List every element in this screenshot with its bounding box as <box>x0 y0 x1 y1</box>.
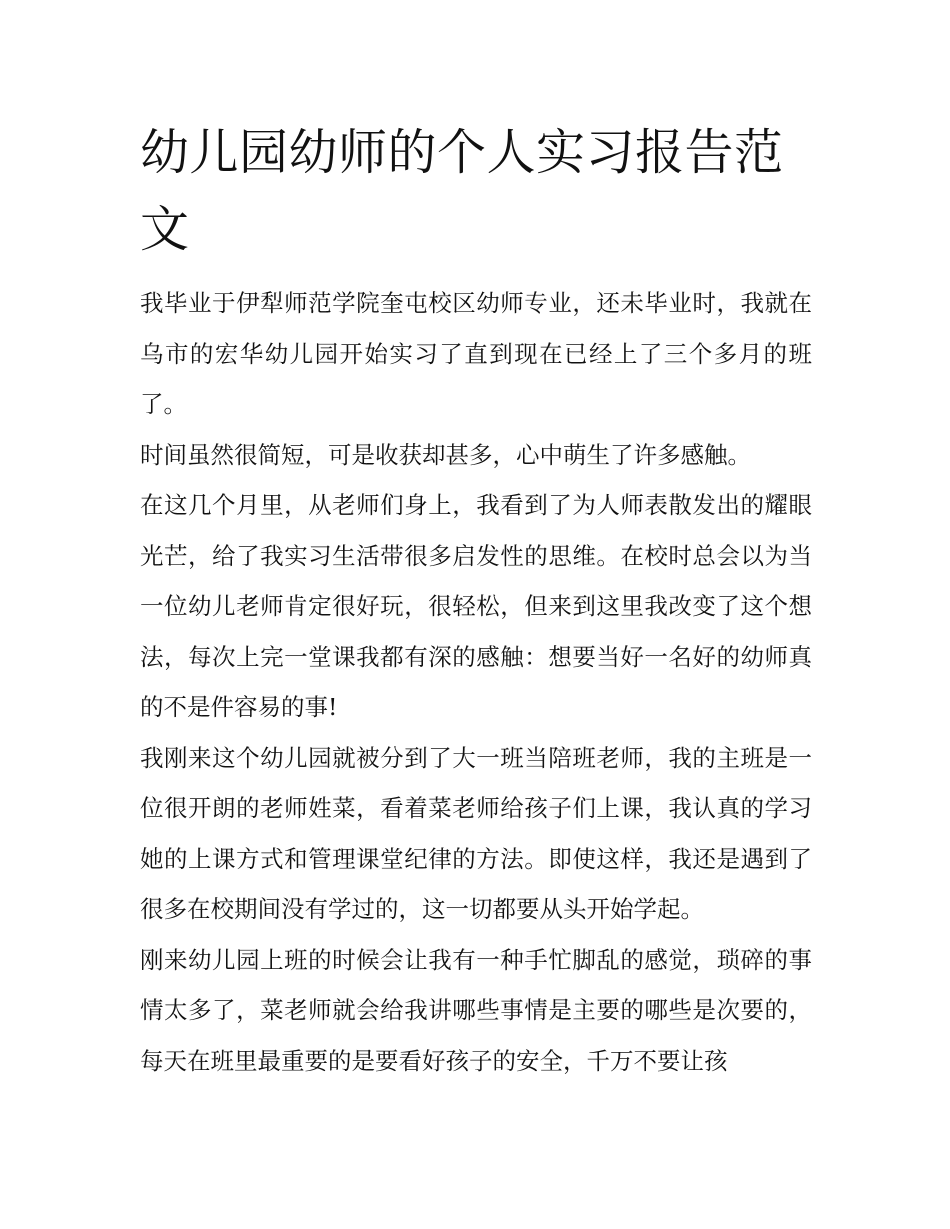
paragraph-1: 我毕业于伊犁师范学院奎屯校区幼师专业，还未毕业时，我就在乌市的宏华幼儿园开始实习了直到现在已经上了三个多月的班了。 <box>140 289 812 418</box>
paragraph-5: 刚来幼儿园上班的时候会让我有一种手忙脚乱的感觉，琐碎的事情太多了，菜老师就会给我讲哪些事情是主要的哪些是次要的，每天在班里最重要的是要看好孩子的安全，千万不要让孩 <box>140 945 812 1075</box>
paragraph-4: 我刚来这个幼儿园就被分到了大一班当陪班老师，我的主班是一位很开朗的老师姓菜，看着菜老师给孩子们上课，我认真的学习她的上课方式和管理课堂纪律的方法。即使这样，我还是遇到了很多在校期间没有学过的，这一切都要从头开始学起。 <box>140 743 812 923</box>
paragraph-3: 在这几个月里，从老师们身上，我看到了为人师表散发出的耀眼光芒，给了我实习生活带很多启发性的思维。在校时总会以为当一位幼儿老师肯定很好玩，很轻松，但来到这里我改变了这个想法，每次上完一堂课我都有深的感触：想要当好一名好的幼师真的不是件容易的事! <box>140 491 812 721</box>
paragraph-2: 时间虽然很简短，可是收获却甚多，心中萌生了许多感触。 <box>140 440 751 469</box>
document-body <box>140 278 812 1086</box>
document-title: 幼儿园幼师的个人实习报告范文 <box>140 124 784 258</box>
